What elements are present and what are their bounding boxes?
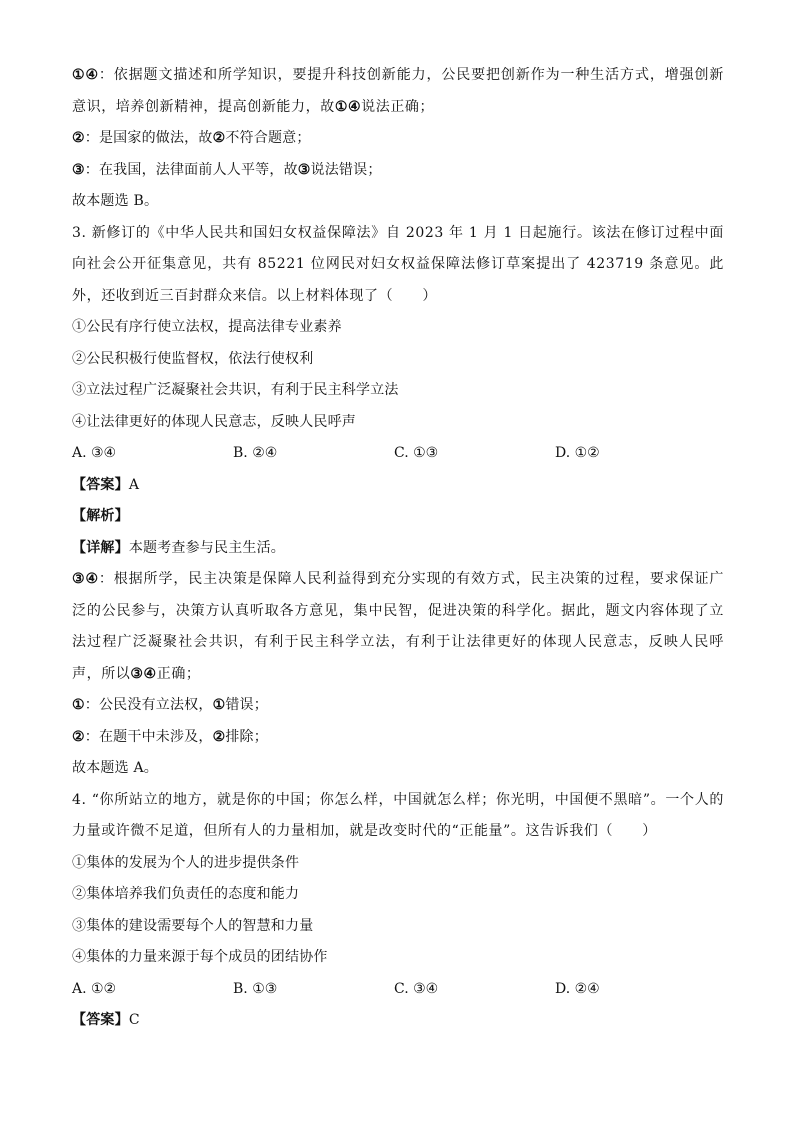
q3-explain-1: ③④：根据所学，民主决策是保障人民利益得到充分实现的有效方式，民主决策的过程，要求保证广泛的公民参与，决策方认真听取各方意见，集中民智，促进决策的科学化。据此，题文内容体现了立法过程广泛凝聚社会共识，有利于民主科学立法，有利于让法律更好的体现人民意志，反映人民呼声，所以③④正确；	[72, 571, 724, 682]
q3-item-4: ④让法律更好的体现人民意志，反映人民呼声	[72, 413, 356, 430]
q3-item-3: ③立法过程广泛凝聚社会共识，有利于民主科学立法	[72, 382, 399, 398]
q4-item-4: ④集体的力量来源于每个成员的团结协作	[72, 949, 328, 965]
q2-label-14: ①④	[72, 67, 99, 83]
q3-options	[72, 438, 724, 470]
q3-conclusion: 故本题选 A。	[72, 760, 158, 776]
q4-option-c: C. ③④	[394, 980, 439, 997]
q4-item-2: ②集体培养我们负责任的态度和能力	[72, 886, 300, 902]
q4-option-a: A. ①②	[72, 980, 117, 997]
q3-detail: 【详解】本题考查参与民主生活。	[72, 539, 286, 556]
q4-item-1: ①集体的发展为个人的进步提供条件	[72, 854, 300, 871]
q2-explain-line-1: ①④：依据题文描述和所学知识，要提升科技创新能力，公民要把创新作为一种生活方式，增强创新意识，培养创新精神，提高创新能力，故①④说法正确；	[72, 67, 724, 115]
q2-conclusion: 故本题选 B。	[72, 193, 159, 209]
q3-explain-2: ①：公民没有立法权，①错误；	[72, 697, 268, 713]
q3-option-b: B. ②④	[233, 445, 278, 461]
q3-item-1: ①公民有序行使立法权，提高法律专业素养	[72, 319, 342, 335]
q4-stem: 4. “你所站立的地方，就是你的中国；你怎么样，中国就怎么样；你光明，中国便不黑暗”。一个人的力量或许微不足道，但所有人的力量相加，就是改变时代的“正能量”。这告诉我们（ ）	[72, 791, 724, 839]
q4-options	[72, 974, 724, 1006]
q3-analysis-heading: 【解析】	[72, 508, 129, 524]
q4-option-d: D. ②④	[555, 980, 600, 997]
q2-explain-line-2: ②：是国家的做法，故②不符合题意；	[72, 130, 311, 146]
q4-option-b: B. ①③	[233, 980, 278, 997]
q3-answer: 【答案】A	[72, 476, 140, 493]
q3-option-c: C. ①③	[394, 445, 439, 461]
q3-option-d: D. ①②	[555, 445, 600, 461]
q3-stem: 3. 新修订的《中华人民共和国妇女权益保障法》自 2023 年 1 月 1 日起施行。该法在修订过程中面向社会公开征集意见，共有 85221 位网民对妇女权益保障法修订草案提出了 423719 条意见。此外，还收到近三百封群众来信。以上材料体现了（ ）	[72, 224, 724, 304]
q2-explain-line-3: ③：在我国，法律面前人人平等，故③说法错误；	[72, 161, 382, 178]
q4-answer: 【答案】C	[72, 1012, 140, 1028]
document-page	[72, 60, 724, 1037]
q3-explain-3: ②：在题干中未涉及，②排除；	[72, 728, 268, 745]
q3-option-a: A. ③④	[72, 445, 117, 461]
q3-item-2: ②公民积极行使监督权，依法行使权利	[72, 350, 314, 367]
q4-item-3: ③集体的建设需要每个人的智慧和力量	[72, 917, 314, 934]
